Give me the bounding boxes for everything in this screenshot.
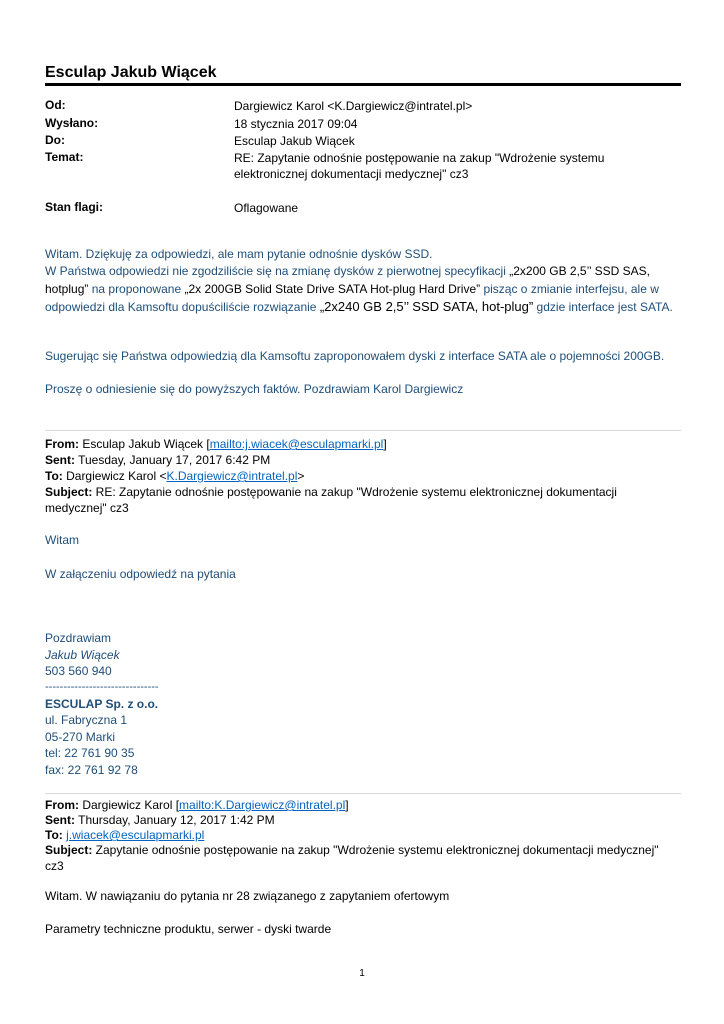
- body-p1-a: W Państwa odpowiedzi nie zgodziliście się na zmianę dysków z pierwotnej specyfikacji: [45, 264, 510, 278]
- msg2-from-end: ]: [383, 437, 387, 451]
- msg2-from-value: Esculap Jakub Wiącek [: [79, 437, 210, 451]
- msg3-line-2: Parametry techniczne produktu, serwer - dyski twarde: [45, 922, 332, 936]
- msg3-sent-value: Thursday, January 12, 2017 1:42 PM: [75, 813, 275, 827]
- sig-street: ul. Fabryczna 1: [45, 713, 128, 727]
- msg2-to-label: To:: [45, 469, 63, 483]
- msg3-subject-value: Zapytanie odnośnie postępowanie na zakup "Wdrożenie systemu elektronicznej dokumentacji medycznej" cz3: [45, 843, 659, 873]
- msg3-to: [45, 827, 675, 843]
- sig-name: Jakub Wiącek: [45, 648, 120, 662]
- msg2-to-end: >: [297, 469, 305, 483]
- header-rule: [45, 83, 681, 86]
- body-paragraph-3: Proszę o odniesienie się do powyższych faktów. Pozdrawiam Karol Dargiewicz: [45, 382, 464, 396]
- msg2-subject-value: RE: Zapytanie odnośnie postępowanie na zakup "Wdrożenie systemu elektronicznej dokumentacji medycznej" cz3: [45, 485, 617, 515]
- body-paragraph-2: Sugerując się Państwa odpowiedzią dla Kamsoftu zaproponowałem dyski z interface SATA ale o pojemności 200GB.: [45, 349, 665, 363]
- wyslano-value: 18 stycznia 2017 09:04: [234, 117, 358, 131]
- wyslano-label: Wysłano:: [45, 116, 99, 130]
- page-number: 1: [359, 968, 365, 979]
- flag-value: Oflagowane: [234, 201, 299, 215]
- sig-separator: -------------------------------: [45, 681, 159, 693]
- body-p1-e: pisząc o zmianie interfejsu, ale w odpowiedzi dla Kamsoftu dopuściliście rozwiązanie: [45, 281, 659, 314]
- msg2-to-link[interactable]: K.Dargiewicz@intratel.pl: [166, 469, 298, 483]
- sig-company: ESCULAP Sp. z o.o.: [45, 697, 159, 711]
- do-label: Do:: [45, 133, 65, 147]
- msg3-sent-label: Sent:: [45, 813, 75, 827]
- body-line-1: Witam. Dziękuję za odpowiedzi, ale mam pytanie odnośnie dysków SSD.: [45, 247, 433, 261]
- msg2-from-link[interactable]: mailto:j.wiacek@esculapmarki.pl: [209, 437, 384, 451]
- divider-2: [45, 793, 681, 794]
- sig-city: 05-270 Marki: [45, 730, 116, 744]
- temat-value: RE: Zapytanie odnośnie postępowanie na zakup "Wdrożenie systemu elektronicznej dokumentacji medycznej" cz3: [234, 151, 605, 181]
- sig-fax: fax: 22 761 92 78: [45, 763, 138, 777]
- od-value: Dargiewicz Karol <K.Dargiewicz@intratel.pl>: [234, 99, 473, 113]
- body-p1-d: „2x 200GB Solid State Drive SATA Hot-plug Hard Drive”: [184, 281, 481, 296]
- msg3-subject: [45, 842, 675, 874]
- temat-label: Temat:: [45, 150, 84, 164]
- divider-1: [45, 430, 681, 431]
- sig-phone: 503 560 940: [45, 664, 112, 678]
- msg3-from-end: ]: [345, 798, 349, 812]
- msg3-line-1: Witam. W nawiązaniu do pytania nr 28 związanego z zapytaniem ofertowym: [45, 889, 450, 903]
- msg2-from: [45, 436, 675, 452]
- msg2-subject: [45, 484, 645, 516]
- msg3-from-label: From:: [45, 798, 79, 812]
- msg2-from-label: From:: [45, 437, 79, 451]
- msg3-to-label: To:: [45, 828, 63, 842]
- body-p1-c: na proponowane: [88, 281, 185, 296]
- msg2-greeting: Witam: [45, 533, 79, 547]
- msg3-from-value: Dargiewicz Karol [: [79, 798, 180, 812]
- body-p1-g: gdzie interface jest SATA.: [533, 300, 673, 314]
- od-label: Od:: [45, 98, 66, 112]
- msg2-line: W załączeniu odpowiedź na pytania: [45, 567, 236, 581]
- msg3-subject-label: Subject:: [45, 843, 93, 857]
- msg3-from: [45, 797, 675, 813]
- body-p1-b: „2x200 GB 2,5’’ SSD SAS, hotplug”: [45, 264, 650, 296]
- sig-regards: Pozdrawiam: [45, 631, 112, 645]
- msg3-from-link[interactable]: mailto:K.Dargiewicz@intratel.pl: [179, 798, 346, 812]
- msg2-sent: [45, 452, 675, 468]
- msg2-sent-value: Tuesday, January 17, 2017 6:42 PM: [75, 453, 271, 467]
- msg2-sent-label: Sent:: [45, 453, 75, 467]
- msg2-subject-label: Subject:: [45, 485, 93, 499]
- body-paragraph-1: [45, 263, 675, 317]
- sig-tel: tel: 22 761 90 35: [45, 746, 135, 760]
- flag-label: Stan flagi:: [45, 200, 104, 214]
- sender-name: Esculap Jakub Wiącek: [45, 64, 217, 81]
- msg2-to-value: Dargiewicz Karol <: [62, 469, 167, 483]
- msg2-to: [45, 468, 675, 484]
- body-p1-f: „2x240 GB 2,5’’ SSD SATA, hot-plug”: [319, 299, 534, 314]
- msg3-sent: [45, 812, 675, 828]
- msg3-to-link[interactable]: j.wiacek@esculapmarki.pl: [66, 828, 205, 842]
- do-value: Esculap Jakub Wiącek: [234, 134, 355, 148]
